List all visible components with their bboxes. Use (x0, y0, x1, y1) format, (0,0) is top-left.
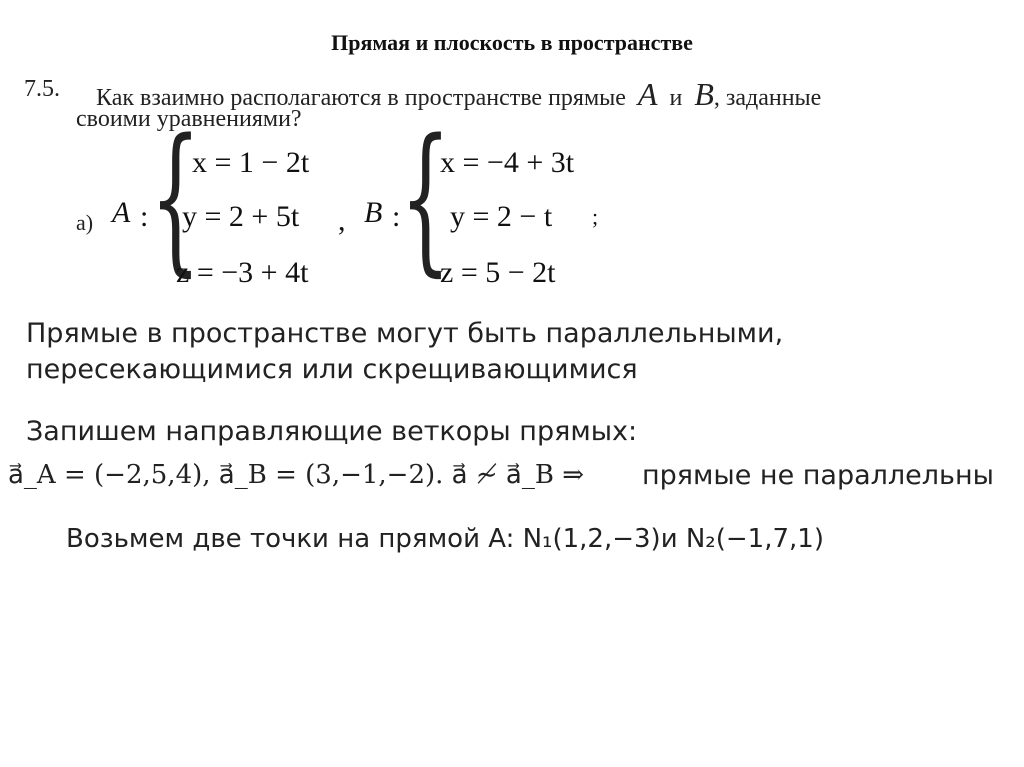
task-question-line2: своими уравнениями? (76, 106, 302, 132)
eq-a-x: x = 1 − 2t (192, 146, 310, 179)
eq-b-z: z = 5 − 2t (440, 256, 556, 289)
points-line: Возьмем две точки на прямой A: N₁(1,2,−3)и N₂(−1,7,1) (66, 524, 824, 554)
line-a-name: A (112, 196, 131, 229)
eq-a-y: y = 2 + 5t (182, 200, 300, 233)
vectors-conclusion: прямые не параллельны (642, 460, 994, 491)
eq-b-y: y = 2 − t (450, 200, 553, 233)
eq-a-z: z = −3 + 4t (176, 256, 309, 289)
line-b-name: B (364, 196, 383, 229)
paragraph-1-line1: Прямые в пространстве могут быть параллельными, (26, 318, 784, 349)
line-b-colon: : (392, 200, 401, 233)
page-title: Прямая и плоскость в пространстве (331, 30, 693, 55)
brace-b: { (400, 104, 451, 291)
vectors-formula: a⃗_A = (−2,5,4), a⃗_B = (3,−1,−2). a⃗ ≁ a⃗_B ⇒ (8, 460, 585, 490)
eq-b-x: x = −4 + 3t (440, 146, 575, 179)
var-a: A (637, 76, 658, 112)
semicolon: ; (592, 204, 599, 229)
task-text-end: , заданные (713, 85, 822, 111)
brace-a: { (150, 104, 201, 291)
line-a-colon: : (140, 200, 149, 233)
task-number: 7.5. (24, 76, 60, 102)
paragraph-2: Запишем направляющие веткоры прямых: (26, 416, 638, 447)
comma: , (338, 204, 346, 237)
var-b: B (694, 76, 714, 112)
task-text: Как взаимно располагаются в пространстве прямые (96, 85, 626, 111)
paragraph-1-line2: пересекающимися или скрещивающимися (26, 354, 638, 385)
task-conj: и (669, 85, 683, 111)
part-label: а) (76, 210, 94, 235)
